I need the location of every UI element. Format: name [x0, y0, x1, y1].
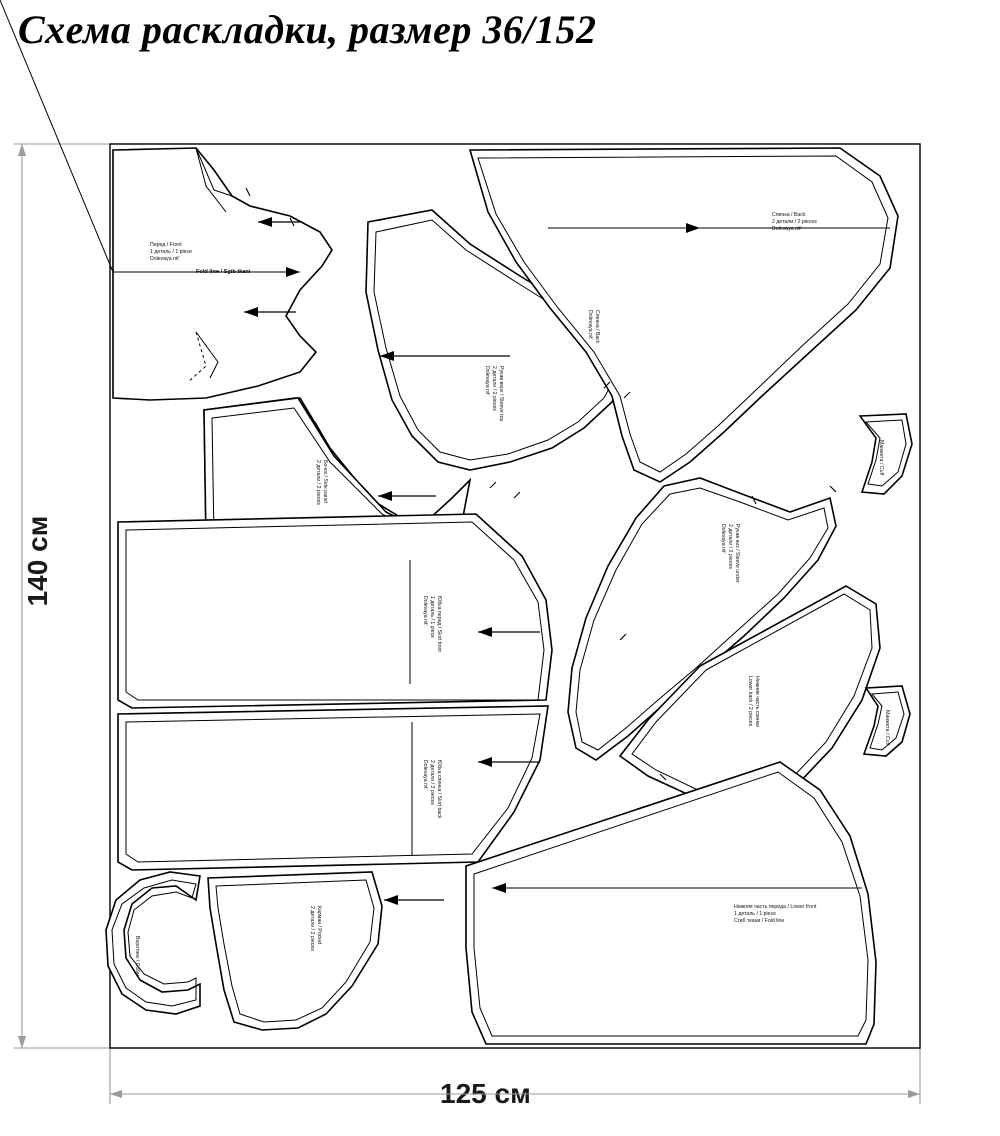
piece-label-pocket: Карман / Pocket 2 детали / 2 pieces [309, 906, 322, 951]
piece-pocket [208, 872, 382, 1030]
height-dimension-label: 140 см [22, 515, 53, 607]
piece-label-side-panel: Бочок / Side panel 2 детали / 2 pieces [315, 460, 328, 505]
piece-front-bodice [0, 0, 332, 400]
piece-label-sleeve-upper: Рукав верх / Sleeve top 2 детали / 2 pieces Dolevaya nit' [484, 366, 504, 422]
piece-collar [106, 872, 200, 1014]
piece-label-cuff-small: Манжета / Cuff [878, 440, 884, 476]
piece-label-collar: Воротник / Collar [134, 936, 140, 977]
arrow-pocket [384, 895, 444, 905]
piece-label-cuff-small-2: Манжета / Cuff [884, 710, 890, 746]
piece-skirt-back [118, 706, 548, 870]
piece-label-back-bodice-grain: Спинка / Back Dolevaya nit' [587, 310, 600, 344]
piece-lower-front [466, 762, 876, 1044]
piece-label-sleeve-lower: Рукав низ / Sleeve under 2 детали / 2 pieces Dolevaya nit' [720, 524, 740, 583]
piece-label-front-bodice: Перед / Front 1 деталь / 1 piece Dolevaya nit' [150, 242, 193, 262]
piece-cuff-small [860, 414, 912, 494]
piece-label-back-bodice: Спинка / Back 2 детали / 2 pieces Dolevaya nit' [772, 212, 817, 232]
fold-line-label: Fold line / Sgib tkani [196, 269, 251, 275]
piece-label-skirt-front: Юбка перед / Skirt front 1 деталь / 1 piece Dolevaya nit' [422, 596, 442, 652]
piece-label-skirt-back: Юбка спинка / Skirt back 2 детали / 2 pieces Dolevaya nit' [422, 760, 442, 819]
width-dimension-label: 125 см [440, 1078, 531, 1109]
piece-skirt-front [118, 514, 552, 708]
piece-label-lower-back: Нижняя часть спинки Lower back / 2 pieces [747, 676, 760, 728]
arrow-side-panel [378, 491, 436, 501]
page-title: Схема раскладки, размер 36/152 [18, 7, 597, 52]
piece-label-lower-front: Нижняя часть переда / Lower front 1 деталь / 1 piece Сгиб ткани / Fold line [734, 904, 817, 924]
